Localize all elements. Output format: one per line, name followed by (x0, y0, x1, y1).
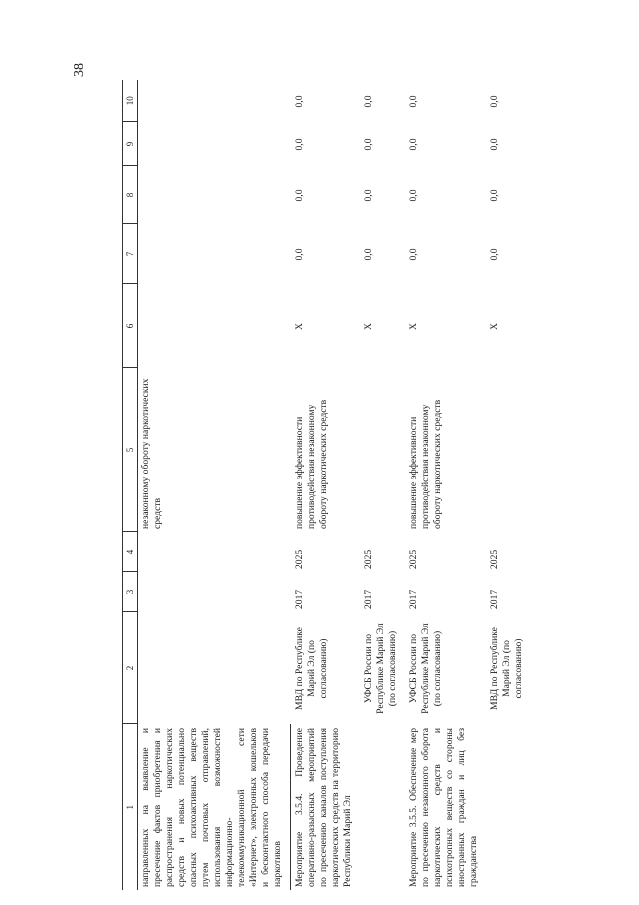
column-8-value: 0,0 (408, 189, 419, 202)
column-7-value: 0,0 (489, 248, 500, 261)
column-header: 1 (123, 724, 138, 890)
column-9-value: 0,0 (489, 138, 500, 151)
table-row (486, 80, 531, 890)
executor: МВД по Республике Марий Эл (по согласованию) (489, 627, 524, 710)
column-10-value: 0,0 (489, 95, 500, 108)
column-9-value: 0,0 (363, 138, 374, 151)
end-year: 2025 (408, 549, 419, 569)
executor: УФСБ России по Республике Марий Эл (по согласованию) (363, 623, 398, 714)
column-10-value: 0,0 (293, 95, 305, 108)
table-row (291, 80, 361, 890)
column-6-value: X (489, 323, 500, 330)
column-header: 6 (123, 284, 138, 368)
rotated-table-container (122, 80, 552, 890)
column-7-value: 0,0 (293, 248, 305, 261)
column-6-value: X (293, 323, 305, 330)
column-6-value: X (363, 323, 374, 330)
column-7-value: 0,0 (363, 248, 374, 261)
end-year: 2025 (293, 549, 305, 569)
table-row (360, 80, 405, 890)
start-year: 2017 (293, 589, 305, 609)
end-year: 2025 (489, 549, 500, 569)
column-header: 5 (123, 368, 138, 532)
page-number: 38 (72, 63, 87, 77)
column-8-value: 0,0 (489, 189, 500, 202)
table-row (405, 80, 486, 890)
measure-description: Мероприятие 3.5.4. Проведение оперативно-разыскных мероприятий по пресечению каналов поступления наркотических средств на территорию Республики Марий Эл (294, 728, 353, 887)
start-year: 2017 (363, 589, 374, 609)
column-9-value: 0,0 (408, 138, 419, 151)
column-7-value: 0,0 (408, 248, 419, 261)
end-year: 2025 (363, 549, 374, 569)
column-header: 4 (123, 532, 138, 572)
column-9-value: 0,0 (293, 138, 305, 151)
expected-result (360, 368, 405, 532)
column-10-value: 0,0 (408, 95, 419, 108)
column-10-value: 0,0 (363, 95, 374, 108)
column-header: 3 (123, 572, 138, 612)
measure-description (360, 724, 405, 890)
column-header: 8 (123, 166, 138, 224)
column-header: 9 (123, 122, 138, 166)
start-year: 2017 (408, 589, 419, 609)
start-year: 2017 (489, 589, 500, 609)
column-8-value: 0,0 (293, 189, 305, 202)
executor: УФСБ России по Республике Марий Эл (по согласованию) (408, 623, 443, 714)
expected-result: повышение эффективности противодействия незаконному обороту наркотических средств (293, 399, 329, 529)
continuation-row (138, 80, 291, 890)
measure-description: направленных на выявление и пресечение фактов приобретения и распространения наркотических средств и новых потенциально опасных психоактивных веществ путем почтовых отправлений, использования возможностей информационно-телекоммуникационной сети «Интернет», электронных кошельков и бесконтактного способа передачи наркотиков (138, 724, 291, 890)
column-header: 2 (123, 612, 138, 724)
program-measures-table (122, 80, 531, 890)
expected-result (486, 368, 531, 532)
measure-description: Мероприятие 3.5.5. Обеспечение мер по пресечению незаконного оборота наркотических средств и психотропных веществ со стороны иностранных граждан и лиц без гражданства (408, 728, 479, 887)
column-header: 7 (123, 224, 138, 284)
column-number-row (123, 80, 138, 890)
column-8-value: 0,0 (363, 189, 374, 202)
column-header: 10 (123, 80, 138, 122)
measure-description (486, 724, 531, 890)
column-6-value: X (408, 323, 419, 330)
expected-result: повышение эффективности противодействия незаконному обороту наркотических средств (408, 399, 443, 529)
executor: МВД по Республике Марий Эл (по согласованию) (293, 627, 329, 710)
expected-result: незаконному обороту наркотических средств (140, 378, 163, 529)
